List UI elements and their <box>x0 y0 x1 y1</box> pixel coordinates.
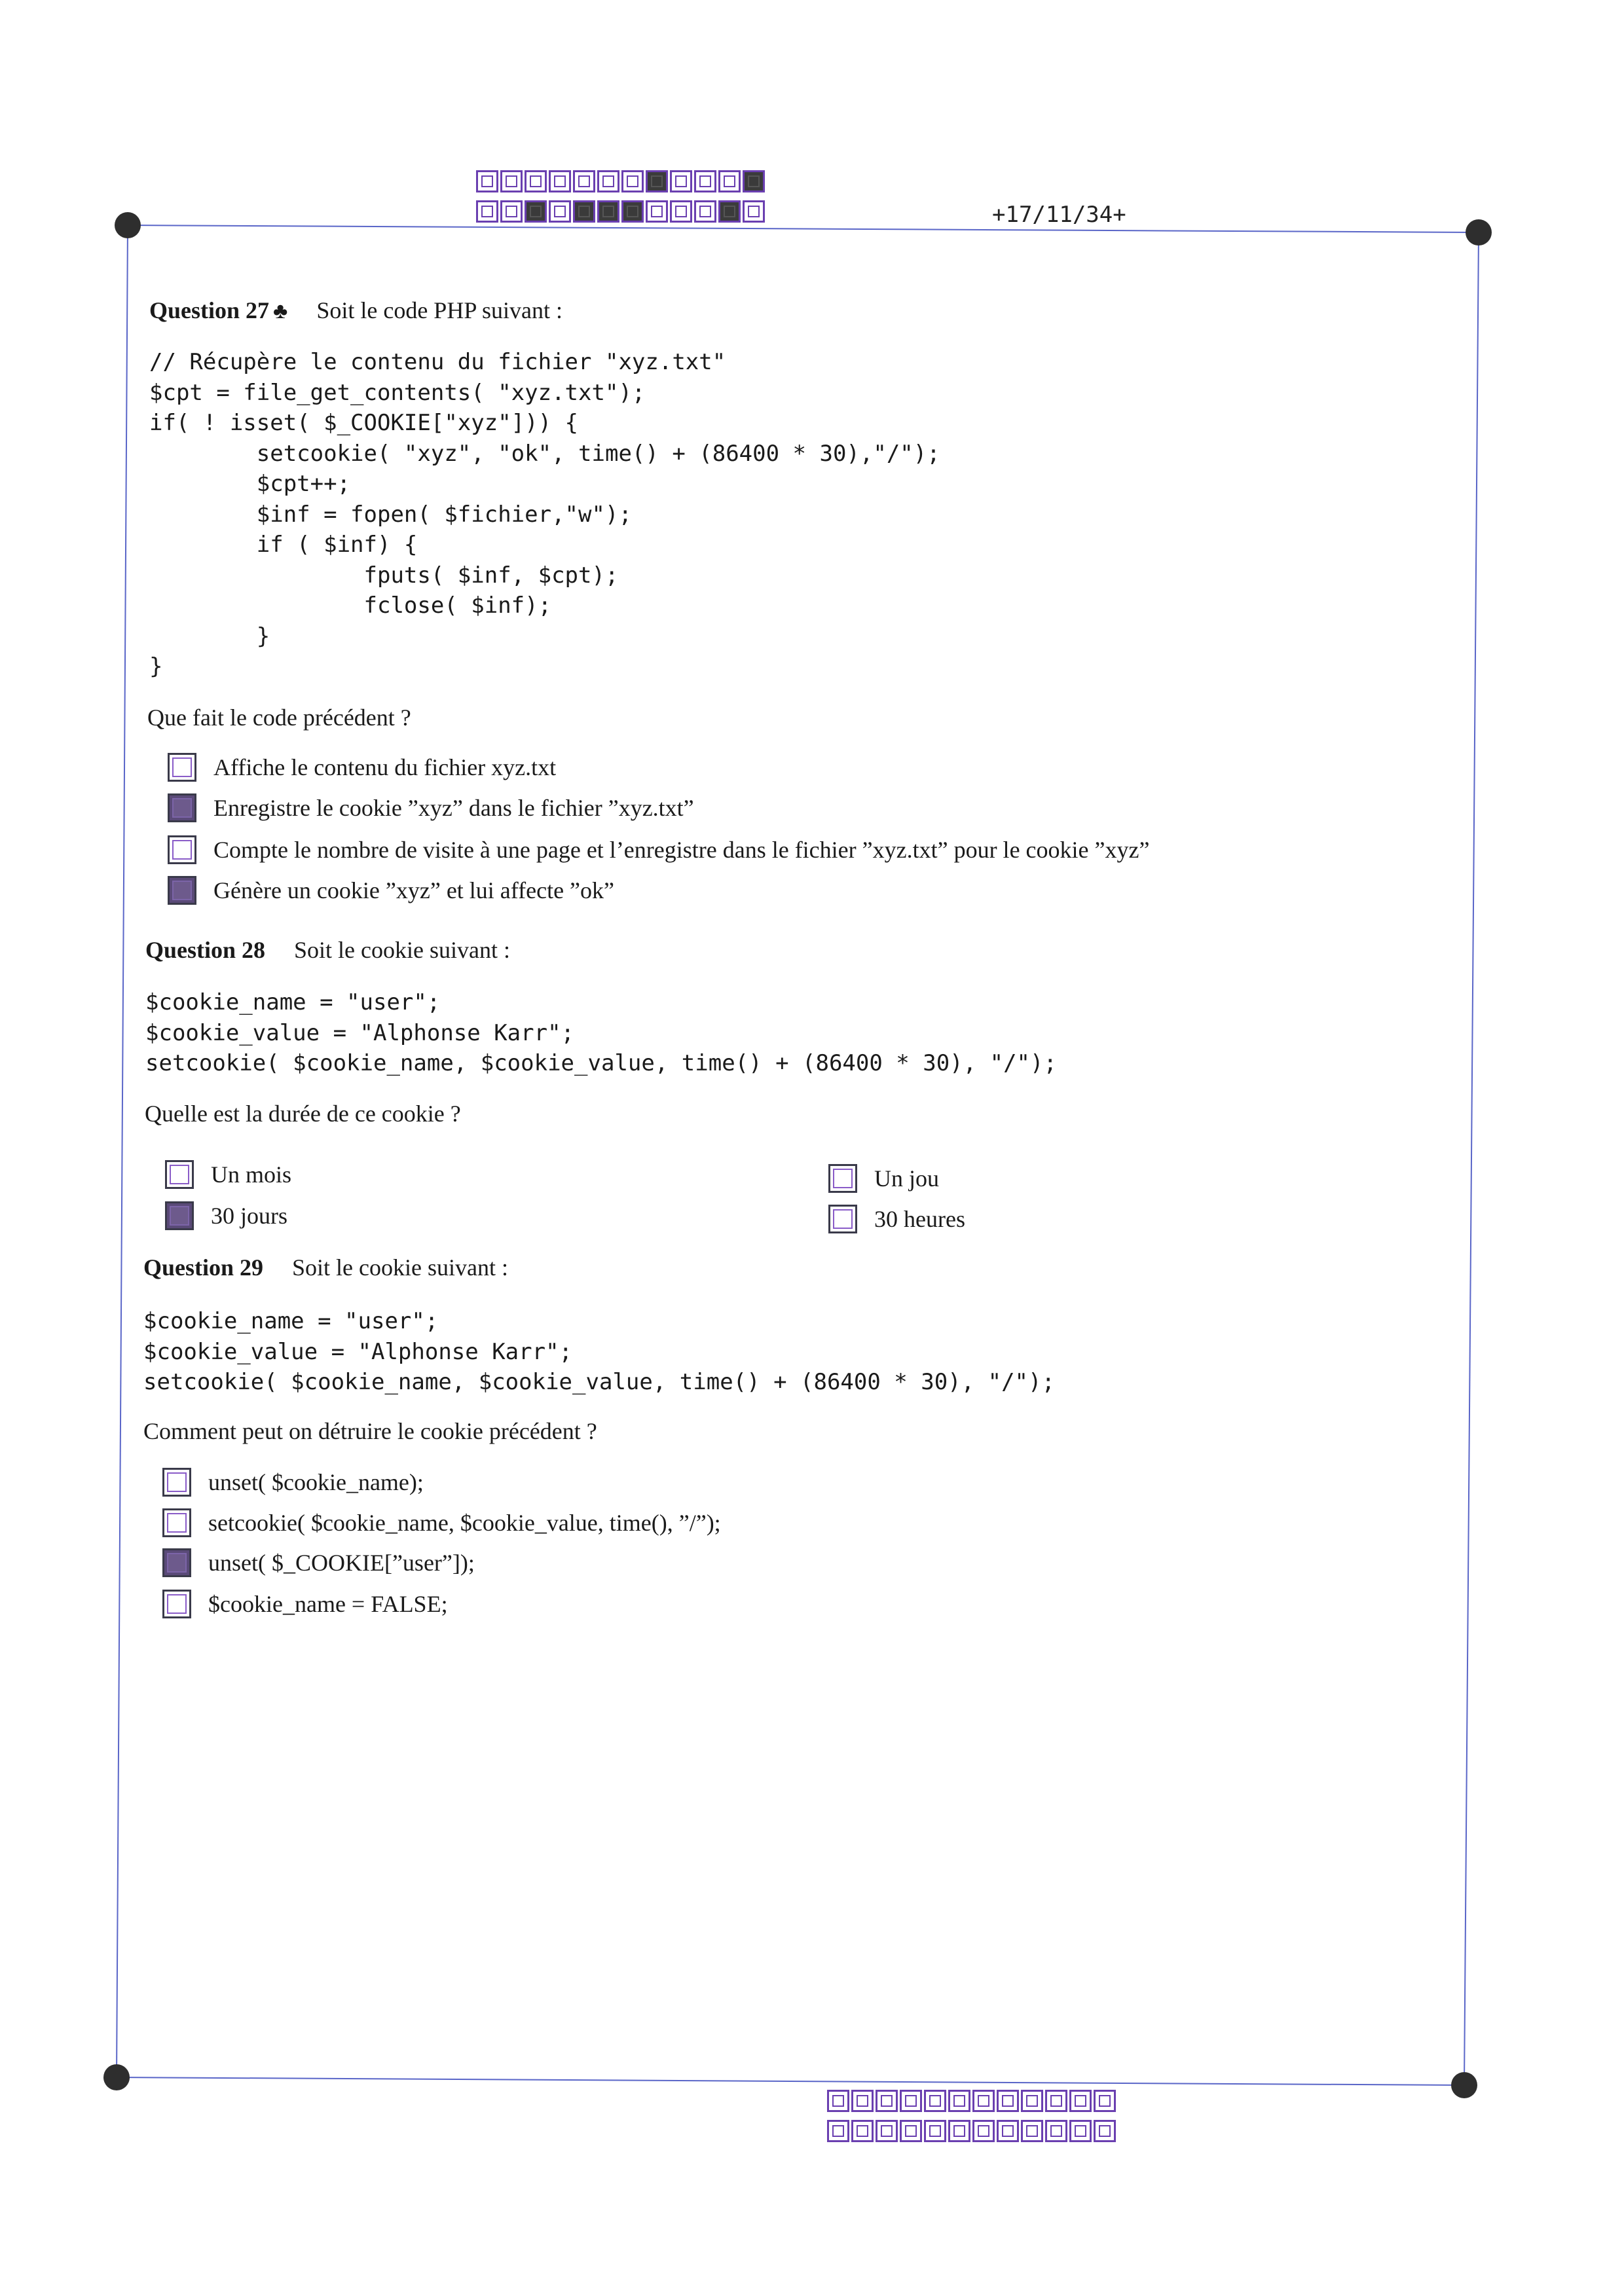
question-29-title <box>143 1254 508 1281</box>
question-27-answer-2[interactable] <box>168 793 694 822</box>
question-29-code: $cookie_name = "user"; $cookie_value = "Alphonse Karr"; setcookie( $cookie_name, $cookie_value, time() + (86400 * 30), "/"); <box>143 1308 1055 1395</box>
answer-label: unset( $_COOKIE[”user”]); <box>208 1550 475 1576</box>
answer-checkbox[interactable] <box>162 1548 191 1577</box>
id-box <box>1094 2120 1116 2142</box>
id-box <box>573 170 595 192</box>
answer-label: Un mois <box>211 1161 292 1188</box>
id-box <box>851 2090 874 2112</box>
question-27-code: // Récupère le contenu du fichier "xyz.txt" $cpt = file_get_contents( "xyz.txt"); if( ! isset( $_COOKIE["xyz"])) { setcookie( "xyz", "ok", time() + (86400 * 30),"/"); $cpt++; $inf = fopen( $fichier,"w"); if ( $inf) { fputs( $inf, $cpt); fclose( $inf); } } <box>149 349 940 680</box>
id-box <box>827 2090 849 2112</box>
id-box <box>1021 2120 1043 2142</box>
corner-dot-bottom-right <box>1451 2072 1477 2098</box>
answer-checkbox[interactable] <box>168 793 196 822</box>
question-29-answer-3[interactable] <box>162 1548 475 1577</box>
answer-checkbox[interactable] <box>828 1205 857 1233</box>
answer-label: Compte le nombre de visite à une page et l’enregistre dans le fichier ”xyz.txt” pour le cookie ”xyz” <box>213 837 1150 863</box>
question-29-prompt: Soit le cookie suivant : <box>292 1254 508 1281</box>
id-box <box>948 2120 970 2142</box>
bottom-code-row-2 <box>827 2120 1118 2142</box>
id-box <box>621 170 644 192</box>
id-box <box>900 2090 922 2112</box>
id-box <box>900 2120 922 2142</box>
answer-label: Enregistre le cookie ”xyz” dans le fichier ”xyz.txt” <box>213 795 694 821</box>
id-box <box>670 200 692 223</box>
id-box <box>743 200 765 223</box>
question-29-answer-4[interactable] <box>162 1590 448 1618</box>
id-box <box>597 170 619 192</box>
answer-checkbox[interactable] <box>828 1164 857 1193</box>
question-27-answer-3[interactable] <box>168 835 1149 864</box>
answer-label: unset( $cookie_name); <box>208 1469 424 1495</box>
id-box <box>694 200 716 223</box>
page-id: +17/11/34+ <box>992 202 1126 228</box>
id-box <box>549 170 571 192</box>
answer-checkbox[interactable] <box>165 1160 194 1189</box>
frame-top-line <box>128 225 1479 232</box>
id-box <box>876 2120 898 2142</box>
question-29-answer-1[interactable] <box>162 1468 424 1497</box>
id-box <box>924 2090 946 2112</box>
question-27-prompt: Soit le code PHP suivant : <box>316 297 563 323</box>
frame-left-line <box>117 225 128 2077</box>
id-box <box>972 2120 995 2142</box>
question-28-title <box>145 936 510 964</box>
question-28-answer-1[interactable] <box>165 1160 291 1189</box>
id-box <box>1045 2090 1067 2112</box>
id-box <box>500 200 523 223</box>
question-28-text: Quelle est la durée de ce cookie ? <box>145 1101 461 1127</box>
id-box <box>997 2090 1019 2112</box>
answer-checkbox[interactable] <box>168 835 196 864</box>
frame-right-line <box>1464 232 1479 2085</box>
answer-checkbox[interactable] <box>162 1468 191 1497</box>
id-box <box>476 200 498 223</box>
corner-dot-top-left <box>115 212 141 238</box>
answer-label: 30 jours <box>211 1203 287 1229</box>
id-box <box>500 170 523 192</box>
answer-checkbox[interactable] <box>168 753 196 782</box>
question-28-code: $cookie_name = "user"; $cookie_value = "Alphonse Karr"; setcookie( $cookie_name, $cookie_value, time() + (86400 * 30), "/"); <box>145 989 1057 1076</box>
id-box <box>827 2120 849 2142</box>
corner-dot-bottom-left <box>103 2064 130 2090</box>
id-box <box>851 2120 874 2142</box>
id-box <box>924 2120 946 2142</box>
question-27-answer-1[interactable] <box>168 753 556 782</box>
id-box <box>646 200 668 223</box>
id-box <box>597 200 619 223</box>
question-28-answer-4[interactable] <box>828 1205 965 1233</box>
question-28-answer-3[interactable] <box>828 1164 939 1193</box>
id-box <box>670 170 692 192</box>
answer-label: Affiche le contenu du fichier xyz.txt <box>213 754 557 780</box>
id-box <box>948 2090 970 2112</box>
id-box <box>1069 2090 1092 2112</box>
question-29-text: Comment peut on détruire le cookie précédent ? <box>143 1418 597 1444</box>
answer-checkbox[interactable] <box>162 1508 191 1537</box>
club-icon: ♣ <box>273 299 288 323</box>
id-box <box>621 200 644 223</box>
answer-label: 30 heures <box>874 1206 965 1232</box>
question-27-answer-4[interactable] <box>168 876 614 905</box>
id-box <box>743 170 765 192</box>
id-box <box>1094 2090 1116 2112</box>
question-27-title <box>149 297 563 324</box>
id-box <box>549 200 571 223</box>
id-box <box>694 170 716 192</box>
frame-bottom-line <box>117 2077 1464 2085</box>
answer-label: Un jou <box>874 1165 939 1192</box>
bottom-code-row-1 <box>827 2090 1118 2112</box>
id-box <box>646 170 668 192</box>
top-code-row-2 <box>476 200 767 223</box>
question-28-label: Question 28 <box>145 937 266 963</box>
question-27-text: Que fait le code précédent ? <box>147 704 411 731</box>
answer-checkbox[interactable] <box>162 1590 191 1618</box>
id-box <box>997 2120 1019 2142</box>
id-box <box>718 170 741 192</box>
id-box <box>876 2090 898 2112</box>
answer-label: setcookie( $cookie_name, $cookie_value, time(), ”/”); <box>208 1510 721 1536</box>
question-29-answer-2[interactable] <box>162 1508 721 1537</box>
id-box <box>525 170 547 192</box>
id-box <box>525 200 547 223</box>
answer-checkbox[interactable] <box>165 1201 194 1230</box>
id-box <box>972 2090 995 2112</box>
corner-dot-top-right <box>1466 219 1492 246</box>
id-box <box>573 200 595 223</box>
id-box <box>476 170 498 192</box>
question-29-label: Question 29 <box>143 1254 264 1281</box>
answer-label: Génère un cookie ”xyz” et lui affecte ”ok” <box>213 877 614 903</box>
answer-label: $cookie_name = FALSE; <box>208 1591 448 1617</box>
question-28-answer-2[interactable] <box>165 1201 287 1230</box>
id-box <box>1045 2120 1067 2142</box>
question-27-label: Question 27 <box>149 297 270 323</box>
top-code-row-1 <box>476 170 767 192</box>
answer-checkbox[interactable] <box>168 876 196 905</box>
id-box <box>718 200 741 223</box>
question-28-prompt: Soit le cookie suivant : <box>294 937 510 963</box>
id-box <box>1069 2120 1092 2142</box>
id-box <box>1021 2090 1043 2112</box>
